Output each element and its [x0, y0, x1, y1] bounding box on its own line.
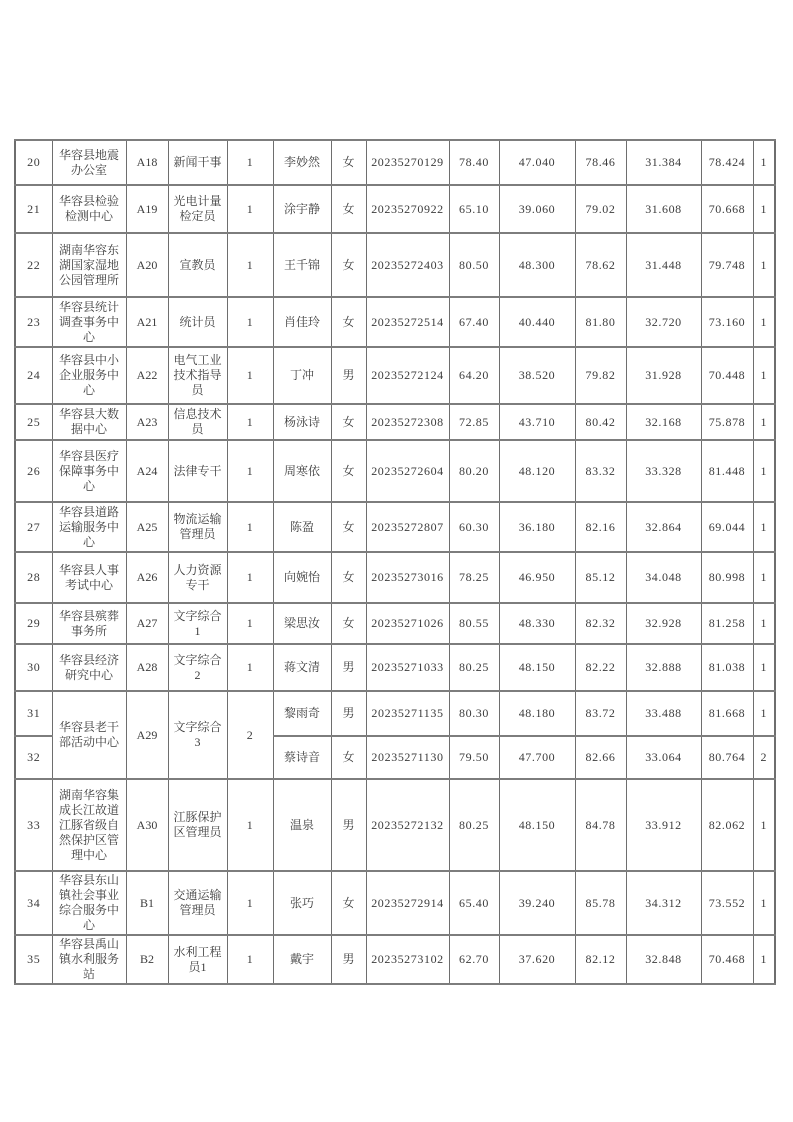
cell-score1-weighted: 46.950 — [499, 552, 575, 603]
cell-position: 新闻干事 — [168, 140, 227, 185]
table-row — [15, 603, 775, 644]
cell-count: 1 — [227, 297, 273, 347]
table-row — [15, 779, 775, 871]
cell-org: 华容县经济研究中心 — [52, 644, 126, 691]
table-row — [15, 347, 775, 404]
cell-seq: 33 — [15, 779, 52, 871]
cell-rank: 1 — [753, 871, 775, 935]
cell-total: 73.552 — [701, 871, 753, 935]
cell-rank: 1 — [753, 644, 775, 691]
cell-position: 宣教员 — [168, 233, 227, 297]
cell-rank: 1 — [753, 140, 775, 185]
cell-score1: 64.20 — [449, 347, 499, 404]
cell-score2-weighted: 34.048 — [626, 552, 701, 603]
cell-score2: 83.32 — [575, 440, 626, 502]
table-row — [15, 233, 775, 297]
cell-code: A28 — [126, 644, 168, 691]
cell-count: 1 — [227, 603, 273, 644]
cell-org: 华容县人事考试中心 — [52, 552, 126, 603]
cell-score2: 85.78 — [575, 871, 626, 935]
cell-score2: 80.42 — [575, 404, 626, 440]
cell-name: 李妙然 — [273, 140, 331, 185]
cell-score1: 78.40 — [449, 140, 499, 185]
cell-rank: 1 — [753, 404, 775, 440]
cell-position: 水利工程员1 — [168, 935, 227, 984]
cell-score2-weighted: 32.888 — [626, 644, 701, 691]
cell-name: 戴宇 — [273, 935, 331, 984]
cell-rank: 1 — [753, 779, 775, 871]
cell-score1-weighted: 39.060 — [499, 185, 575, 233]
cell-code: A23 — [126, 404, 168, 440]
cell-seq: 20 — [15, 140, 52, 185]
table-row — [15, 297, 775, 347]
cell-gender: 女 — [331, 233, 366, 297]
cell-count: 1 — [227, 779, 273, 871]
cell-position: 文字综合2 — [168, 644, 227, 691]
cell-score2: 79.82 — [575, 347, 626, 404]
cell-code: A30 — [126, 779, 168, 871]
cell-code: A29 — [126, 691, 168, 779]
cell-score1-weighted: 47.040 — [499, 140, 575, 185]
cell-name: 梁思汝 — [273, 603, 331, 644]
cell-org: 华容县中小企业服务中心 — [52, 347, 126, 404]
cell-rank: 1 — [753, 297, 775, 347]
cell-code: A19 — [126, 185, 168, 233]
cell-code: A20 — [126, 233, 168, 297]
cell-score1-weighted: 39.240 — [499, 871, 575, 935]
cell-rank: 1 — [753, 440, 775, 502]
cell-gender: 女 — [331, 140, 366, 185]
cell-total: 73.160 — [701, 297, 753, 347]
cell-count: 1 — [227, 140, 273, 185]
cell-org: 华容县大数据中心 — [52, 404, 126, 440]
cell-position: 统计员 — [168, 297, 227, 347]
cell-score2-weighted: 31.448 — [626, 233, 701, 297]
cell-exam-no: 20235271135 — [366, 691, 449, 736]
cell-score1-weighted: 43.710 — [499, 404, 575, 440]
cell-rank: 1 — [753, 502, 775, 552]
cell-name: 向婉怡 — [273, 552, 331, 603]
cell-code: A24 — [126, 440, 168, 502]
cell-name: 王千锦 — [273, 233, 331, 297]
cell-gender: 女 — [331, 502, 366, 552]
cell-rank: 1 — [753, 185, 775, 233]
cell-name: 肖佳玲 — [273, 297, 331, 347]
cell-position: 文字综合1 — [168, 603, 227, 644]
cell-score2: 82.32 — [575, 603, 626, 644]
cell-gender: 女 — [331, 297, 366, 347]
cell-count: 1 — [227, 871, 273, 935]
cell-name: 涂宇静 — [273, 185, 331, 233]
cell-total: 78.424 — [701, 140, 753, 185]
cell-count: 1 — [227, 233, 273, 297]
cell-gender: 女 — [331, 185, 366, 233]
cell-seq: 23 — [15, 297, 52, 347]
cell-seq: 21 — [15, 185, 52, 233]
cell-code: A18 — [126, 140, 168, 185]
cell-count: 1 — [227, 404, 273, 440]
cell-score1: 65.40 — [449, 871, 499, 935]
cell-score1: 80.30 — [449, 691, 499, 736]
cell-seq: 24 — [15, 347, 52, 404]
cell-gender: 女 — [331, 552, 366, 603]
cell-score1: 79.50 — [449, 736, 499, 779]
cell-code: A21 — [126, 297, 168, 347]
cell-score2: 83.72 — [575, 691, 626, 736]
cell-name: 黎雨奇 — [273, 691, 331, 736]
cell-rank: 1 — [753, 233, 775, 297]
cell-gender: 女 — [331, 440, 366, 502]
cell-score2: 82.16 — [575, 502, 626, 552]
cell-score1-weighted: 40.440 — [499, 297, 575, 347]
cell-exam-no: 20235271130 — [366, 736, 449, 779]
cell-org: 华容县检验检测中心 — [52, 185, 126, 233]
cell-exam-no: 20235272403 — [366, 233, 449, 297]
cell-score2: 78.62 — [575, 233, 626, 297]
cell-count: 1 — [227, 440, 273, 502]
cell-score1: 67.40 — [449, 297, 499, 347]
cell-score1-weighted: 48.300 — [499, 233, 575, 297]
cell-gender: 女 — [331, 404, 366, 440]
cell-code: B1 — [126, 871, 168, 935]
table-row — [15, 871, 775, 935]
cell-seq: 29 — [15, 603, 52, 644]
cell-seq: 30 — [15, 644, 52, 691]
cell-total: 79.748 — [701, 233, 753, 297]
table-row — [15, 404, 775, 440]
cell-seq: 27 — [15, 502, 52, 552]
cell-total: 75.878 — [701, 404, 753, 440]
cell-score2-weighted: 32.168 — [626, 404, 701, 440]
cell-name: 丁冲 — [273, 347, 331, 404]
cell-org: 华容县禹山镇水利服务站 — [52, 935, 126, 984]
cell-score2-weighted: 32.864 — [626, 502, 701, 552]
cell-position: 文字综合3 — [168, 691, 227, 779]
cell-score1-weighted: 47.700 — [499, 736, 575, 779]
cell-seq: 31 — [15, 691, 52, 736]
cell-score2: 82.12 — [575, 935, 626, 984]
cell-position: 人力资源专干 — [168, 552, 227, 603]
cell-score2-weighted: 33.064 — [626, 736, 701, 779]
cell-score2-weighted: 31.384 — [626, 140, 701, 185]
cell-code: A27 — [126, 603, 168, 644]
cell-score1: 80.50 — [449, 233, 499, 297]
cell-code: A25 — [126, 502, 168, 552]
cell-total: 80.998 — [701, 552, 753, 603]
cell-total: 82.062 — [701, 779, 753, 871]
cell-score2: 82.66 — [575, 736, 626, 779]
cell-score2-weighted: 32.848 — [626, 935, 701, 984]
cell-score1-weighted: 48.150 — [499, 644, 575, 691]
cell-count: 1 — [227, 347, 273, 404]
cell-gender: 男 — [331, 935, 366, 984]
cell-score1: 72.85 — [449, 404, 499, 440]
cell-score1-weighted: 38.520 — [499, 347, 575, 404]
score-table — [14, 139, 776, 985]
cell-score1: 62.70 — [449, 935, 499, 984]
cell-exam-no: 20235270129 — [366, 140, 449, 185]
cell-exam-no: 20235272308 — [366, 404, 449, 440]
cell-name: 周寒依 — [273, 440, 331, 502]
cell-score1: 80.55 — [449, 603, 499, 644]
cell-score2-weighted: 34.312 — [626, 871, 701, 935]
cell-count: 1 — [227, 185, 273, 233]
cell-exam-no: 20235270922 — [366, 185, 449, 233]
cell-code: A22 — [126, 347, 168, 404]
cell-score1-weighted: 48.120 — [499, 440, 575, 502]
table-row — [15, 185, 775, 233]
cell-total: 70.448 — [701, 347, 753, 404]
cell-score1: 80.20 — [449, 440, 499, 502]
cell-exam-no: 20235272914 — [366, 871, 449, 935]
cell-position: 电气工业技术指导员 — [168, 347, 227, 404]
cell-code: B2 — [126, 935, 168, 984]
cell-score1: 60.30 — [449, 502, 499, 552]
cell-seq: 32 — [15, 736, 52, 779]
cell-org: 湖南华容东湖国家湿地公园管理所 — [52, 233, 126, 297]
cell-rank: 1 — [753, 691, 775, 736]
cell-count: 1 — [227, 552, 273, 603]
cell-gender: 男 — [331, 691, 366, 736]
cell-seq: 34 — [15, 871, 52, 935]
cell-org: 湖南华容集成长江故道江豚省级自然保护区管理中心 — [52, 779, 126, 871]
cell-code: A26 — [126, 552, 168, 603]
cell-count: 1 — [227, 502, 273, 552]
cell-score2-weighted: 33.912 — [626, 779, 701, 871]
cell-position: 交通运输管理员 — [168, 871, 227, 935]
cell-score2-weighted: 32.720 — [626, 297, 701, 347]
cell-position: 物流运输管理员 — [168, 502, 227, 552]
cell-exam-no: 20235272807 — [366, 502, 449, 552]
cell-org: 华容县统计调查事务中心 — [52, 297, 126, 347]
cell-position: 江豚保护区管理员 — [168, 779, 227, 871]
cell-score1-weighted: 36.180 — [499, 502, 575, 552]
cell-exam-no: 20235272132 — [366, 779, 449, 871]
cell-count: 1 — [227, 935, 273, 984]
cell-position: 信息技术员 — [168, 404, 227, 440]
cell-score1-weighted: 37.620 — [499, 935, 575, 984]
cell-exam-no: 20235272124 — [366, 347, 449, 404]
cell-name: 温泉 — [273, 779, 331, 871]
cell-name: 张巧 — [273, 871, 331, 935]
cell-org: 华容县殡葬事务所 — [52, 603, 126, 644]
cell-seq: 25 — [15, 404, 52, 440]
cell-score1-weighted: 48.180 — [499, 691, 575, 736]
cell-exam-no: 20235271033 — [366, 644, 449, 691]
cell-score2: 79.02 — [575, 185, 626, 233]
cell-name: 陈盈 — [273, 502, 331, 552]
cell-score1-weighted: 48.150 — [499, 779, 575, 871]
table-row — [15, 140, 775, 185]
cell-count: 1 — [227, 644, 273, 691]
cell-seq: 28 — [15, 552, 52, 603]
cell-total: 81.038 — [701, 644, 753, 691]
cell-gender: 女 — [331, 603, 366, 644]
cell-total: 69.044 — [701, 502, 753, 552]
cell-exam-no: 20235273016 — [366, 552, 449, 603]
cell-exam-no: 20235273102 — [366, 935, 449, 984]
cell-rank: 1 — [753, 935, 775, 984]
cell-total: 81.448 — [701, 440, 753, 502]
cell-position: 法律专干 — [168, 440, 227, 502]
cell-exam-no: 20235271026 — [366, 603, 449, 644]
cell-name: 蒋文清 — [273, 644, 331, 691]
table-row — [15, 552, 775, 603]
cell-score2-weighted: 31.608 — [626, 185, 701, 233]
cell-position: 光电计量检定员 — [168, 185, 227, 233]
table-row — [15, 502, 775, 552]
cell-exam-no: 20235272604 — [366, 440, 449, 502]
cell-total: 81.258 — [701, 603, 753, 644]
cell-gender: 男 — [331, 347, 366, 404]
cell-seq: 22 — [15, 233, 52, 297]
cell-rank: 2 — [753, 736, 775, 779]
cell-score1: 65.10 — [449, 185, 499, 233]
table-row — [15, 440, 775, 502]
cell-score1: 80.25 — [449, 779, 499, 871]
cell-exam-no: 20235272514 — [366, 297, 449, 347]
cell-score1: 78.25 — [449, 552, 499, 603]
cell-gender: 男 — [331, 779, 366, 871]
cell-org: 华容县医疗保障事务中心 — [52, 440, 126, 502]
cell-score2: 78.46 — [575, 140, 626, 185]
cell-count: 2 — [227, 691, 273, 779]
cell-gender: 女 — [331, 736, 366, 779]
table-row — [15, 935, 775, 984]
cell-score2-weighted: 31.928 — [626, 347, 701, 404]
cell-rank: 1 — [753, 603, 775, 644]
cell-score2: 84.78 — [575, 779, 626, 871]
cell-seq: 26 — [15, 440, 52, 502]
cell-score1: 80.25 — [449, 644, 499, 691]
cell-score2-weighted: 32.928 — [626, 603, 701, 644]
cell-total: 80.764 — [701, 736, 753, 779]
cell-total: 81.668 — [701, 691, 753, 736]
cell-gender: 女 — [331, 871, 366, 935]
cell-rank: 1 — [753, 347, 775, 404]
cell-score2-weighted: 33.488 — [626, 691, 701, 736]
cell-score2: 81.80 — [575, 297, 626, 347]
cell-gender: 男 — [331, 644, 366, 691]
cell-score2: 82.22 — [575, 644, 626, 691]
cell-score2: 85.12 — [575, 552, 626, 603]
cell-total: 70.668 — [701, 185, 753, 233]
cell-org: 华容县东山镇社会事业综合服务中心 — [52, 871, 126, 935]
cell-total: 70.468 — [701, 935, 753, 984]
cell-seq: 35 — [15, 935, 52, 984]
table-row — [15, 644, 775, 691]
cell-rank: 1 — [753, 552, 775, 603]
cell-name: 蔡诗音 — [273, 736, 331, 779]
table-row — [15, 691, 775, 736]
cell-org: 华容县老干部活动中心 — [52, 691, 126, 779]
cell-name: 杨泳诗 — [273, 404, 331, 440]
cell-org: 华容县道路运输服务中心 — [52, 502, 126, 552]
cell-score2-weighted: 33.328 — [626, 440, 701, 502]
cell-score1-weighted: 48.330 — [499, 603, 575, 644]
cell-org: 华容县地震办公室 — [52, 140, 126, 185]
